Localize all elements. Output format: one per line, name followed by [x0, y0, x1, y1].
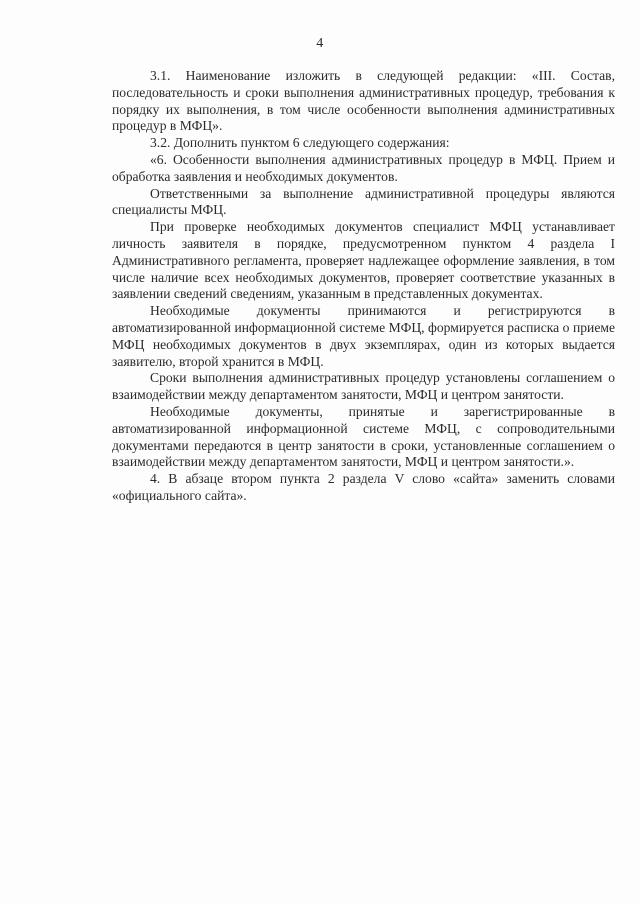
- paragraph-transfer: Необходимые документы, принятые и зарегистрированные в автоматизированной информационной системе МФЦ, с сопроводительными документами передаются в центр занятости в сроки, установленные соглашением о взаимодействии между департаментом занятости, МФЦ и центром занятости.».: [112, 403, 615, 470]
- paragraph-deadlines: Сроки выполнения административных процедур установлены соглашением о взаимодействии между департаментом занятости, МФЦ и центром занятости.: [112, 370, 615, 403]
- paragraph-verification: При проверке необходимых документов специалист МФЦ устанавливает личность заявителя в порядке, предусмотренном пунктом 4 раздела I Административного регламента, проверяет надлежащее оформление заявления, в том числе наличие всех необходимых документов, проверяет соответствие указанных в заявлении сведений сведениям, указанным в представленных документах.: [112, 219, 615, 302]
- paragraph-responsible: Ответственными за выполнение административной процедуры являются специалисты МФЦ.: [112, 185, 615, 218]
- paragraph-4: 4. В абзаце втором пункта 2 раздела V слово «сайта» заменить словами «официального сайта».: [112, 471, 615, 503]
- paragraph-3-1: 3.1. Наименование изложить в следующей редакции: «III. Состав, последовательность и сроки выполнения административных процедур, требования к порядку их выполнения, в том числе особенности выполнения административных процедур в МФЦ».: [112, 68, 615, 134]
- document-body: [112, 68, 615, 505]
- paragraph-registration: Необходимые документы принимаются и регистрируются в автоматизированной информационной системе МФЦ, формируется расписка о приеме МФЦ необходимых документов в двух экземплярах, один из которых выдается заявителю, второй хранится в МФЦ.: [112, 303, 615, 369]
- page-number: 4: [316, 36, 324, 51]
- paragraph-6-heading: «6. Особенности выполнения административных процедур в МФЦ. Прием и обработка заявления и необходимых документов.: [112, 151, 615, 184]
- paragraph-3-2: 3.2. Дополнить пунктом 6 следующего содержания:: [150, 135, 450, 151]
